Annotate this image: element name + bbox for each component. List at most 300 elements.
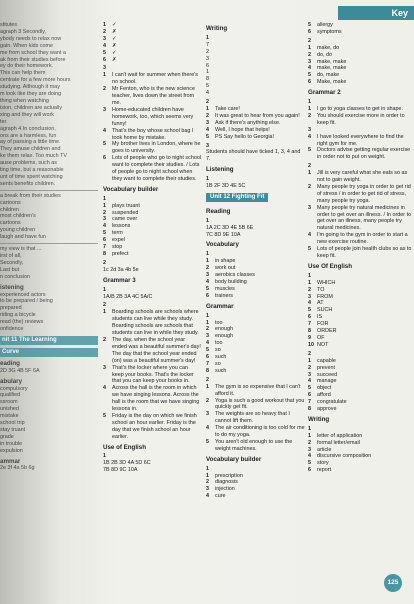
answer-item [103, 72, 201, 86]
answer-item [206, 127, 305, 134]
text-line: gain. When kids come [0, 42, 54, 49]
item-number: 3 [103, 364, 106, 371]
item-number: 4 [206, 340, 209, 347]
item-text: too [215, 340, 223, 347]
answer-item [103, 141, 201, 155]
divider [0, 190, 98, 191]
item-number: 4 [308, 65, 311, 72]
item-text: enough [215, 333, 233, 340]
item-text: prescription [215, 472, 243, 479]
answer-item [308, 342, 412, 349]
item-text: stop [112, 244, 123, 251]
item-number: 5 [103, 49, 106, 56]
answer-item [206, 493, 305, 500]
answers-line: 2e 3f 4a 5b 6g [0, 465, 35, 472]
item-text: Take care! [215, 105, 240, 112]
answer-item [103, 29, 201, 36]
answer-item [103, 223, 201, 230]
answer-item [308, 280, 412, 287]
text-line: 5 [206, 83, 209, 90]
answer-item [308, 399, 412, 406]
text-line: in trouble [0, 440, 23, 447]
item-number: 6 [308, 28, 311, 35]
item-number: 8 [206, 367, 209, 374]
text-line: riding a bicycle [0, 312, 36, 319]
section-heading: Use Of English [308, 262, 353, 270]
item-number: 1 [308, 170, 311, 177]
item-number: 6 [308, 314, 311, 321]
item-text: It was great to hear from you again! [215, 112, 300, 119]
item-text: Across the hall is the room in which we have singing lessons. Across the hall is the room that we have singing lessons in. [112, 385, 200, 413]
column-1 [0, 22, 98, 472]
item-number: 4 [103, 127, 106, 134]
item-number: 7 [206, 360, 209, 367]
section-heading: eading [0, 359, 20, 367]
item-number: 1 [308, 44, 311, 51]
item-number: 2 [308, 364, 311, 371]
text-line: 7B 8D 9C 10A [103, 467, 138, 474]
text-line: compulsory [0, 385, 28, 392]
item-number: 5 [206, 285, 209, 292]
column-3 [206, 22, 305, 500]
text-line: a break from their studies [0, 192, 61, 199]
item-number: 2 [308, 51, 311, 58]
col1-content [0, 22, 98, 472]
item-text: capable [317, 357, 336, 364]
answer-item [308, 453, 412, 460]
text-line: 7C 8D 9E 10A [206, 231, 241, 238]
item-number: 5 [308, 72, 311, 79]
text-line: ons are a harmless, fun [0, 132, 57, 139]
text-line: Secondly, [0, 259, 24, 266]
question-number: 3 [103, 65, 106, 72]
item-text: plays truant [112, 202, 140, 209]
text-line: ey do their homework. [0, 63, 54, 70]
unit-title-band: Unit 12 Fighting Fit [206, 193, 268, 202]
section-heading: Grammar 3 [103, 276, 136, 284]
text-line: 8 [206, 76, 209, 83]
item-text: That's the boy whose school bag I took home by mistake. [112, 127, 194, 141]
answer-item [308, 378, 412, 385]
item-text: The weights are so heavy that I cannot lift them. [215, 411, 290, 425]
question-number: 1 [206, 312, 209, 319]
answer-item [206, 326, 305, 333]
answer-item [103, 57, 201, 64]
item-text: term [112, 230, 123, 237]
item-text: SUCH [317, 307, 333, 314]
item-number: 1 [206, 319, 209, 326]
item-number: 2 [206, 265, 209, 272]
unit-title-band: nit 11 The Learning [0, 336, 98, 345]
item-number: 2 [103, 28, 106, 35]
item-text: OF [317, 334, 325, 341]
answers-line: 1c 2d 3a 4b 5e [103, 266, 139, 273]
item-number: 4 [308, 453, 311, 460]
answer-item [308, 232, 412, 246]
answer-item [103, 230, 201, 237]
question-number: 1 [206, 251, 209, 258]
item-text: diagnosis [215, 479, 238, 486]
section-heading: Reading [206, 207, 231, 215]
item-text: ✗ [112, 56, 117, 63]
key-header-bar [338, 6, 414, 20]
answers-line: 2D 3G 4B 5F 6A [0, 367, 40, 374]
item-text: That's the locker where you can keep your books. That's the locker that you can keep your books in. [112, 364, 194, 385]
answer-item [103, 251, 201, 258]
item-text: so [215, 347, 221, 354]
answer-item [103, 203, 201, 210]
item-text: afford [317, 392, 331, 399]
item-text [317, 127, 412, 134]
answer-item [308, 106, 412, 113]
answer-item [103, 155, 201, 183]
item-number: 8 [308, 406, 311, 413]
item-number: 4 [308, 378, 311, 385]
text-line: They amuse children and [0, 146, 61, 153]
answer-item [206, 333, 305, 340]
item-text: Friday is the day on which we finish school an hour earlier. Friday is the day that we finish school an hour earlier. [112, 412, 197, 440]
answer-item [308, 287, 412, 294]
item-text: do, do [317, 51, 332, 58]
key-label: Key [391, 8, 408, 18]
item-number: 5 [103, 141, 106, 148]
answer-item [308, 134, 412, 148]
answer-item [103, 237, 201, 244]
item-text: formal letter/email [317, 439, 360, 446]
item-number: 10 [308, 341, 314, 348]
answer-item [103, 22, 201, 29]
answer-item [308, 127, 412, 134]
answer-item [308, 433, 412, 440]
text-line: sents benefits children. [0, 180, 56, 187]
item-number: 2 [308, 112, 311, 119]
text-line: agraph 4 In conclusion, [0, 125, 56, 132]
item-number: 9 [308, 334, 311, 341]
item-number: 8 [308, 328, 311, 335]
answer-item [308, 440, 412, 447]
answer-item [308, 205, 412, 233]
item-number: 2 [103, 209, 106, 216]
item-number: 5 [308, 460, 311, 467]
answer-item [103, 210, 201, 217]
text-line: centrate for a few more hours [0, 77, 71, 84]
answer-item [206, 384, 305, 398]
item-text: such [215, 367, 227, 374]
item-text: WHICH [317, 279, 336, 286]
item-number: 5 [206, 438, 209, 445]
item-number: 3 [308, 293, 311, 300]
item-text: in shape [215, 258, 236, 265]
item-number: 1 [308, 357, 311, 364]
item-text: manage [317, 378, 337, 385]
item-number: 5 [308, 22, 311, 28]
item-text: prefect [112, 251, 129, 257]
item-number: 1 [103, 202, 106, 209]
text-line: 1 [206, 69, 209, 76]
item-number: 4 [103, 42, 106, 49]
item-text: story [317, 460, 329, 467]
answer-item [308, 328, 412, 335]
answer-item [206, 425, 305, 439]
item-text: prevent [317, 364, 335, 371]
answer-item [103, 216, 201, 223]
page-number: 125 [387, 579, 399, 586]
text-line: 3 [206, 55, 209, 62]
text-line: irst of all, [0, 253, 22, 259]
text-line: This can help them [0, 70, 46, 77]
answer-item [206, 293, 305, 300]
answer-item [103, 86, 201, 107]
item-text: FOR [317, 321, 329, 328]
item-number: 4 [206, 493, 209, 500]
answer-item [308, 72, 412, 79]
item-text: PS Say hello to Georgia! [215, 133, 275, 140]
item-text: AT [317, 300, 324, 307]
question-number: 1 [206, 217, 209, 224]
text-line: 7 [206, 41, 209, 48]
answer-item [103, 43, 201, 50]
text-line: read (the) reviews [0, 319, 44, 326]
answer-item [206, 106, 305, 113]
answer-item [206, 279, 305, 286]
answer-item [206, 486, 305, 493]
item-number: 2 [206, 479, 209, 486]
item-text: TO [317, 286, 325, 293]
answer-item [308, 79, 412, 86]
section-heading: Vocabulary builder [103, 185, 159, 193]
item-number: 5 [206, 347, 209, 354]
text-line: stitutes [0, 22, 18, 28]
item-number: 3 [308, 446, 311, 453]
item-number: 3 [308, 58, 311, 65]
text-line: xing and they will work [0, 111, 54, 118]
item-number: 5 [103, 412, 106, 419]
item-text: I have looked everywhere to find the right gym for me. [317, 133, 404, 147]
answer-item [308, 372, 412, 379]
unit-title-band-2: Curve [0, 348, 98, 357]
answer-item [308, 29, 412, 36]
answer-item [308, 447, 412, 454]
answer-item [308, 113, 412, 127]
item-number: 1 [103, 22, 106, 28]
text-line: experienced actors [0, 291, 46, 298]
item-text: NOT [317, 341, 329, 348]
item-text: ✓ [112, 35, 117, 42]
text-line: mistake [0, 413, 19, 420]
text-line: ting time, but a reasonable [0, 167, 64, 174]
item-text: letter of application [317, 432, 363, 439]
item-number: 7 [308, 399, 311, 406]
answer-item [206, 320, 305, 327]
item-text: congratulate [317, 399, 347, 406]
item-number: 1 [308, 432, 311, 439]
question-number: 2 [308, 163, 311, 170]
item-text: too [215, 319, 223, 326]
item-number: 7 [308, 321, 311, 328]
answer-item [103, 50, 201, 57]
item-text: ✓ [112, 22, 117, 28]
question-number: 2 [103, 259, 106, 266]
item-text: FROM [317, 293, 333, 300]
answer-item [103, 413, 201, 441]
column-4 [308, 22, 412, 474]
item-number: 1 [308, 105, 311, 112]
item-number: 2 [308, 286, 311, 293]
answer-item [103, 309, 201, 337]
answer-item [103, 107, 201, 128]
item-number: 4 [308, 133, 311, 140]
text-line: grade [0, 433, 14, 440]
item-text: make, make [317, 58, 347, 65]
item-text: Many people try yoga in order to get rid of stress / in order to get rid of stress, many people try yoga. [317, 183, 411, 204]
text-line: 4 [206, 90, 209, 97]
item-text: The gym is so expensive that I can't afford it. [215, 383, 301, 397]
item-text: body building [215, 279, 247, 285]
item-text: ORDER [317, 328, 337, 335]
question-number: 2 [206, 376, 209, 383]
question-number: 1 [308, 99, 311, 106]
answer-item [308, 65, 412, 72]
answer-item [206, 361, 305, 368]
text-line: 2 [206, 48, 209, 55]
item-text: report [317, 467, 332, 474]
item-text: Make, make [317, 79, 347, 86]
item-number: 2 [206, 112, 209, 119]
answer-item [206, 286, 305, 293]
question-number: 1 [206, 465, 209, 472]
answer-item [308, 52, 412, 59]
item-number: 4 [308, 232, 311, 239]
item-text: article [317, 446, 332, 453]
text-line: most children's [0, 213, 36, 220]
answer-item [103, 365, 201, 386]
answer-item [308, 385, 412, 392]
item-text: ✓ [112, 49, 117, 56]
item-text: succeed [317, 371, 338, 378]
text-line: expulsion [0, 447, 23, 454]
question-number: 2 [103, 302, 106, 309]
item-text: I go to yoga classes to get in shape. [317, 105, 404, 112]
item-number: 6 [206, 292, 209, 299]
text-line: 6 [206, 62, 209, 69]
text-line: my view is that ... [0, 246, 42, 253]
answer-item [206, 411, 305, 425]
text-line: unt of time spent watching [0, 173, 63, 180]
answer-item [206, 398, 305, 412]
text-line: n conclusion [0, 273, 30, 280]
item-number: 2 [206, 397, 209, 404]
text-line: ter. [0, 118, 8, 125]
item-number: 6 [206, 354, 209, 361]
answer-item [308, 392, 412, 399]
item-number: 6 [103, 237, 106, 244]
answer-item [308, 45, 412, 52]
answer-item [206, 113, 305, 120]
item-text: Many people try natural medicines in order to get over an illness. / In order to get over an illness, many people try natural medicines. [317, 204, 412, 232]
text-line: studying. Although it may [0, 84, 60, 91]
answer-item [206, 368, 305, 375]
item-number: 6 [103, 155, 106, 162]
item-number: 1 [206, 472, 209, 479]
item-number: 3 [103, 216, 106, 223]
answer-item [308, 406, 412, 413]
item-number: 3 [206, 333, 209, 340]
item-text: You should exercise more in order to keep fit. [317, 112, 405, 126]
item-number: 6 [308, 392, 311, 399]
answer-item [103, 244, 201, 251]
item-text: Mr Fenton, who is the new science teacher, lives down the street from me. [112, 86, 195, 106]
item-text: You aren't old enough to use the weight machines. [215, 438, 293, 452]
item-number: 2 [103, 336, 106, 343]
question-number: 1 [103, 195, 106, 202]
answer-item [308, 246, 412, 260]
question-number: 1 [103, 453, 106, 460]
item-number: 4 [308, 300, 311, 307]
item-number: 2 [308, 439, 311, 446]
item-number: 4 [206, 425, 209, 432]
item-number: 2 [206, 326, 209, 333]
answer-item [308, 365, 412, 372]
section-heading: abulary [0, 377, 23, 385]
item-text: such [215, 354, 227, 361]
item-text: aerobics classes [215, 272, 255, 279]
question-number: 1 [103, 286, 106, 293]
question-number: 2 [308, 37, 311, 44]
text-line: cartoons [0, 220, 21, 227]
divider [0, 243, 98, 244]
item-text: allergy [317, 22, 333, 28]
item-number: 3 [206, 272, 209, 279]
answer-item [308, 59, 412, 66]
item-number: 5 [308, 147, 311, 154]
answer-item [206, 272, 305, 279]
item-number: 4 [206, 279, 209, 285]
section-heading: Use of English [103, 443, 146, 451]
item-text: ✗ [112, 28, 117, 35]
answer-item [103, 128, 201, 142]
item-number: 5 [308, 246, 311, 253]
item-text: I'm going to the gym in order to start a new exercise routine. [317, 232, 408, 246]
item-number: 1 [308, 279, 311, 286]
text-line: ause problems, such as [0, 160, 57, 167]
question-number: 3 [206, 142, 209, 149]
text-line: thing when watching [0, 97, 49, 104]
item-number: 3 [308, 204, 311, 211]
item-number: 3 [206, 486, 209, 493]
answer-item [206, 439, 305, 453]
item-text: ✗ [112, 42, 117, 49]
item-number: 6 [308, 79, 311, 86]
item-text: expel [112, 237, 125, 244]
text-line: me from school they want a [0, 49, 66, 56]
answer-item [308, 300, 412, 307]
question-number: 1 [308, 425, 311, 432]
text-line: ke them relax. Too much TV [0, 153, 67, 160]
text-line: prepared [0, 305, 22, 312]
answer-item [308, 147, 412, 161]
text-line: qualified [0, 392, 21, 399]
page-number-badge [384, 574, 402, 592]
answer-item [206, 340, 305, 347]
answer-item [308, 307, 412, 314]
question-number: 1 [308, 272, 311, 279]
text-line: cartoons [0, 199, 21, 206]
item-number: 2 [103, 86, 106, 93]
item-number: 3 [206, 411, 209, 418]
answer-item [308, 335, 412, 342]
answer-text: Students should have ticked 1, 3, 4 and 7. [206, 149, 301, 163]
item-number: 5 [103, 230, 106, 237]
